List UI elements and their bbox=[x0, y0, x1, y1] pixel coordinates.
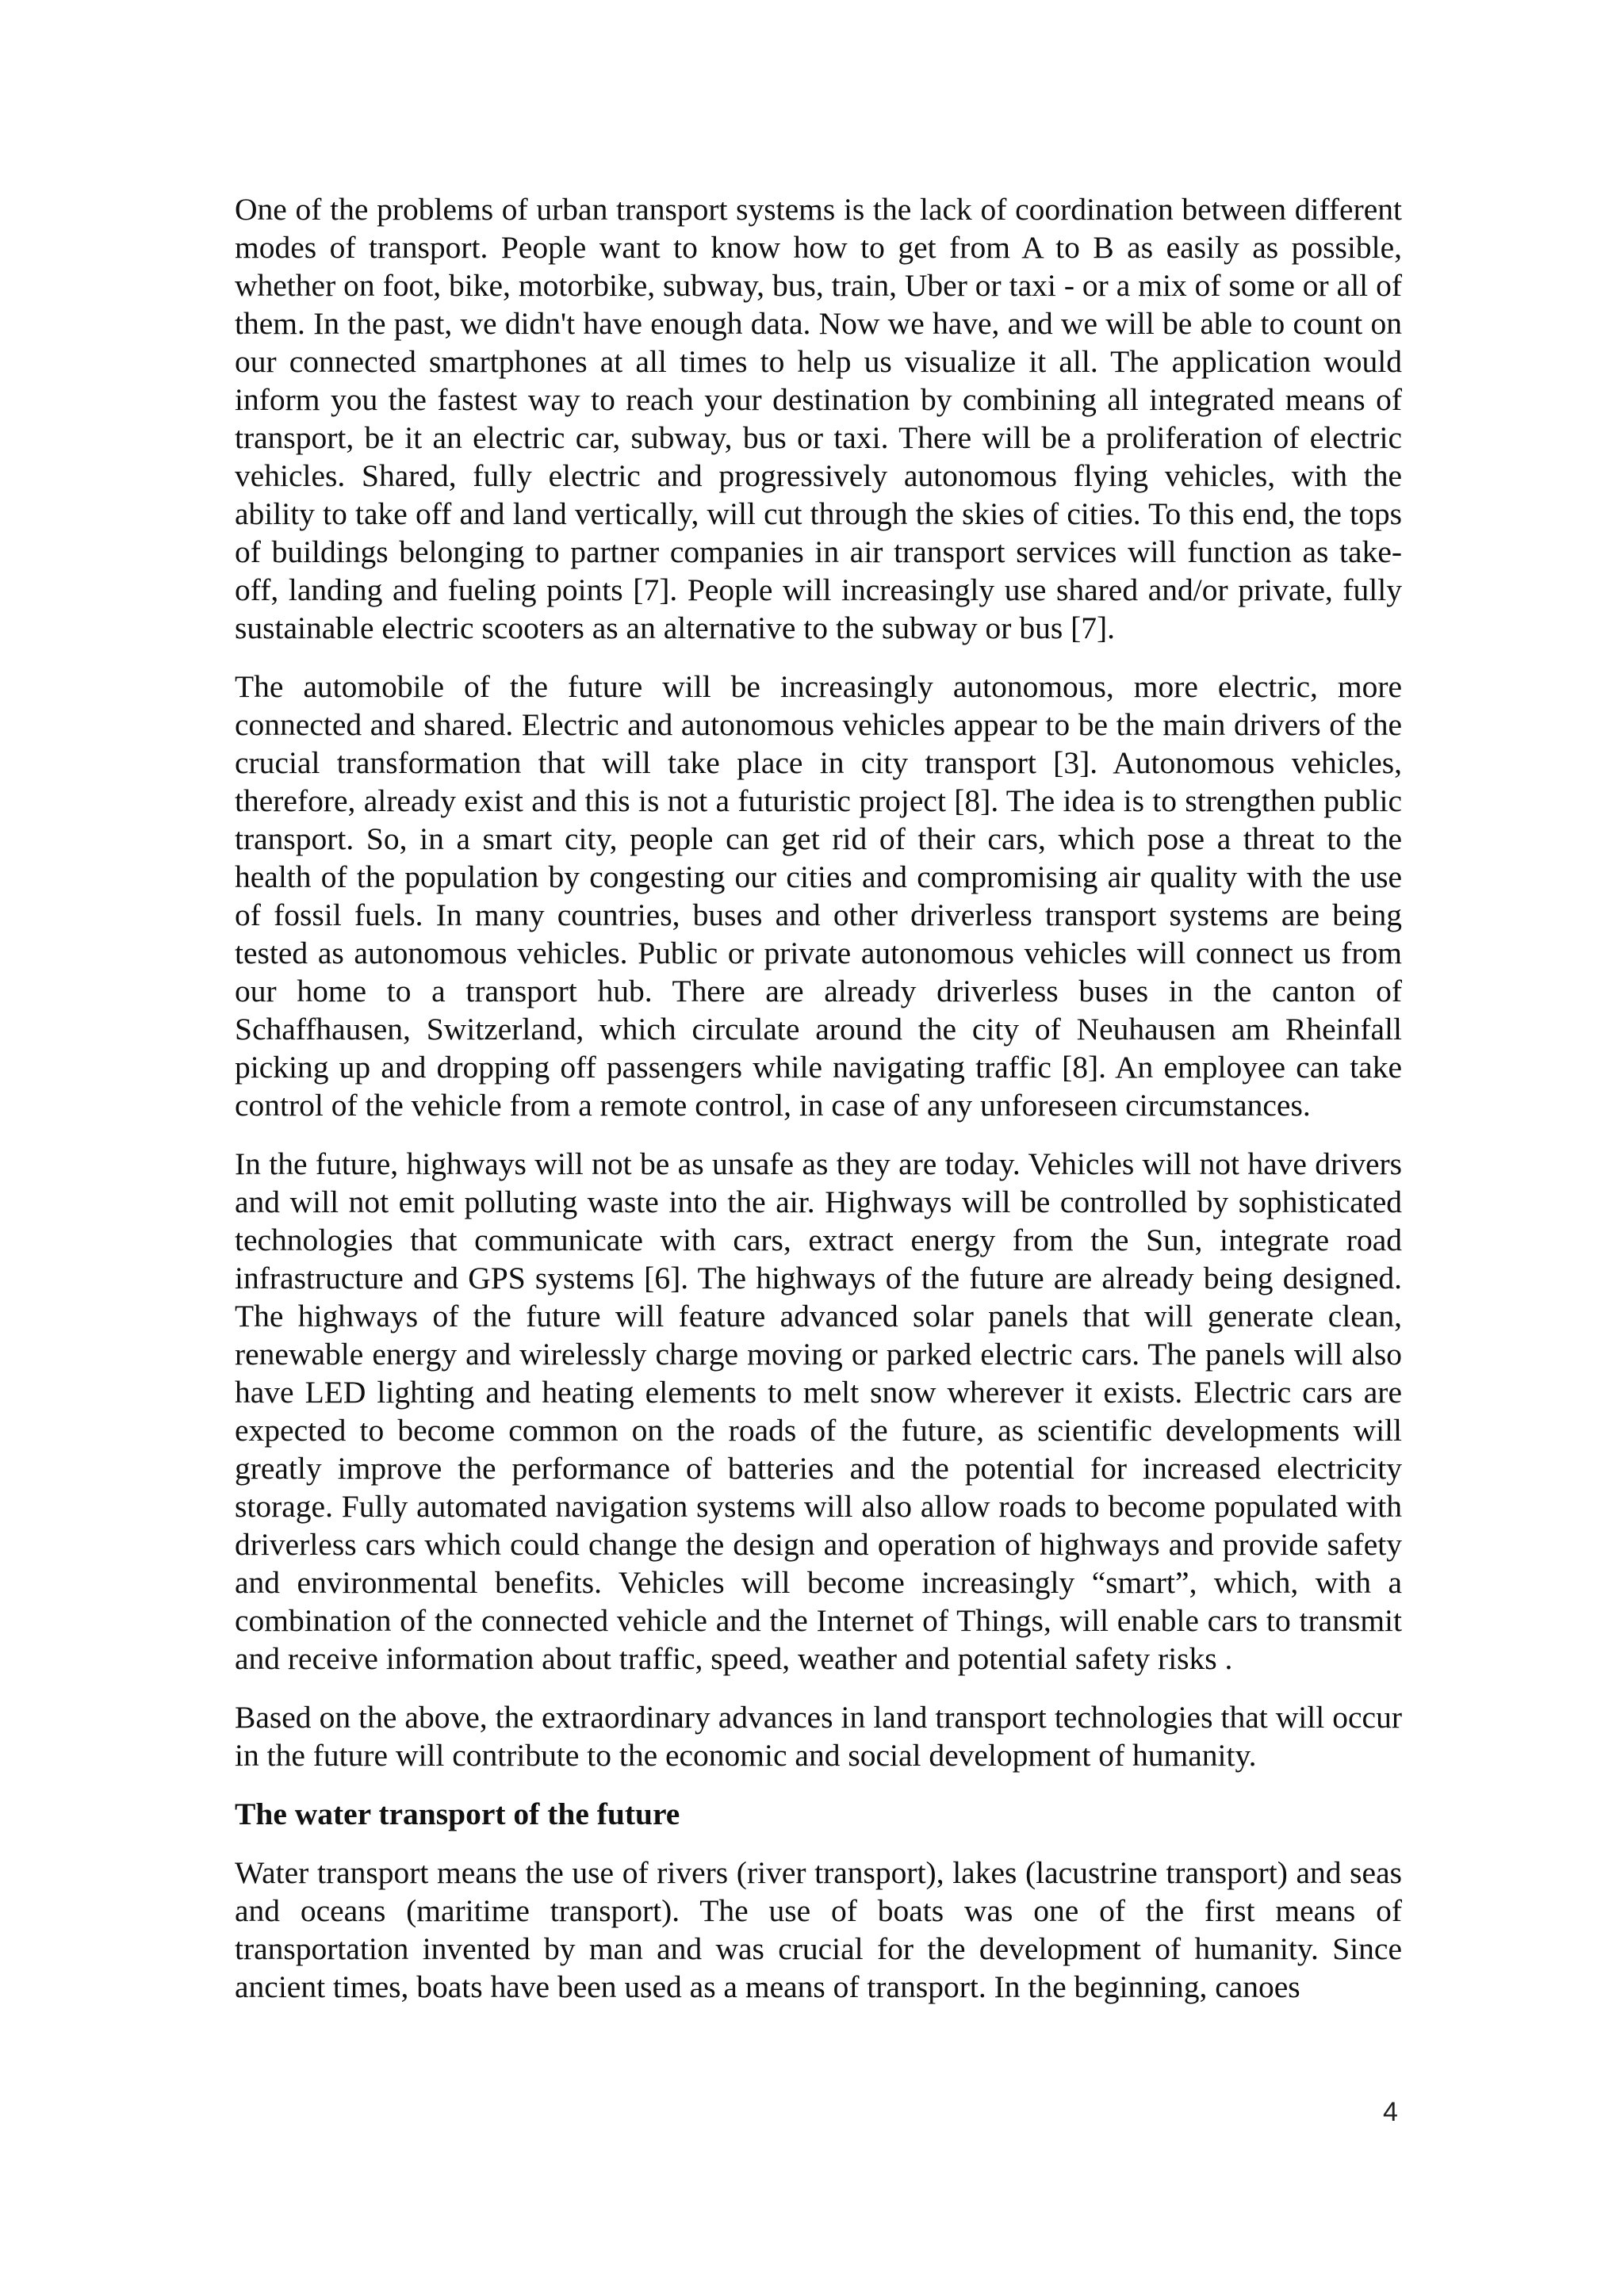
paragraph-land-transport-conclusion: Based on the above, the extraordinary advances in land transport technologies that will occur in the future will contribute to the economic and social development of humanity. bbox=[235, 1700, 1402, 1773]
document-page bbox=[235, 190, 1402, 2026]
paragraph-automobile-future: The automobile of the future will be increasingly autonomous, more electric, more connected and shared. Electric and autonomous vehicles appear to be the main drivers of the crucial transformation that will take place in city transport [3]. Autonomous vehicles, therefore, already exist and this is not a futuristic project [8]. The idea is to strengthen public transport. So, in a smart city, people can get rid of their cars, which pose a threat to the health of the population by congesting our cities and compromising air quality with the use of fossil fuels. In many countries, buses and other driverless transport systems are being tested as autonomous vehicles. Public or private autonomous vehicles will connect us from our home to a transport hub. There are already driverless buses in the canton of Schaffhausen, Switzerland, which circulate around the city of Neuhausen am Rheinfall picking up and dropping off passengers while navigating traffic [8]. An employee can take control of the vehicle from a remote control, in case of any unforeseen circumstances. bbox=[235, 669, 1402, 1123]
page-number: 4 bbox=[1383, 2097, 1398, 2127]
section-heading-water-transport: The water transport of the future bbox=[235, 1797, 680, 1831]
paragraph-urban-coordination: One of the problems of urban transport systems is the lack of coordination between different modes of transport. People want to know how to get from A to B as easily as possible, whether on foot, bike, motorbike, subway, bus, train, Uber or taxi - or a mix of some or all of them. In the past, we didn't have enough data. Now we have, and we will be able to count on our connected smartphones at all times to help us visualize it all. The application would inform you the fastest way to reach your destination by combining all integrated means of transport, be it an electric car, subway, bus or taxi. There will be a proliferation of electric vehicles. Shared, fully electric and progressively autonomous flying vehicles, with the ability to take off and land vertically, will cut through the skies of cities. To this end, the tops of buildings belonging to partner companies in air transport services will function as take-off, landing and fueling points [7]. People will increasingly use shared and/or private, fully sustainable electric scooters as an alternative to the subway or bus [7]. bbox=[235, 192, 1402, 645]
paragraph-highways-future: In the future, highways will not be as unsafe as they are today. Vehicles will not have drivers and will not emit polluting waste into the air. Highways will be controlled by sophisticated technologies that communicate with cars, extract energy from the Sun, integrate road infrastructure and GPS systems [6]. The highways of the future are already being designed. The highways of the future will feature advanced solar panels that will generate clean, renewable energy and wirelessly charge moving or parked electric cars. The panels will also have LED lighting and heating elements to melt snow wherever it exists. Electric cars are expected to become common on the roads of the future, as scientific developments will greatly improve the performance of batteries and the potential for increased electricity storage. Fully automated navigation systems will also allow roads to become populated with driverless cars which could change the design and operation of highways and provide safety and environmental benefits. Vehicles will become increasingly “smart”, which, with a combination of the connected vehicle and the Internet of Things, will enable cars to transmit and receive information about traffic, speed, weather and potential safety risks . bbox=[235, 1146, 1402, 1676]
paragraph-water-transport: Water transport means the use of rivers (river transport), lakes (lacustrine transport) and seas and oceans (maritime transport). The use of boats was one of the first means of transportation invented by man and was crucial for the development of humanity. Since ancient times, boats have been used as a means of transport. In the beginning, canoes bbox=[235, 1855, 1402, 2004]
